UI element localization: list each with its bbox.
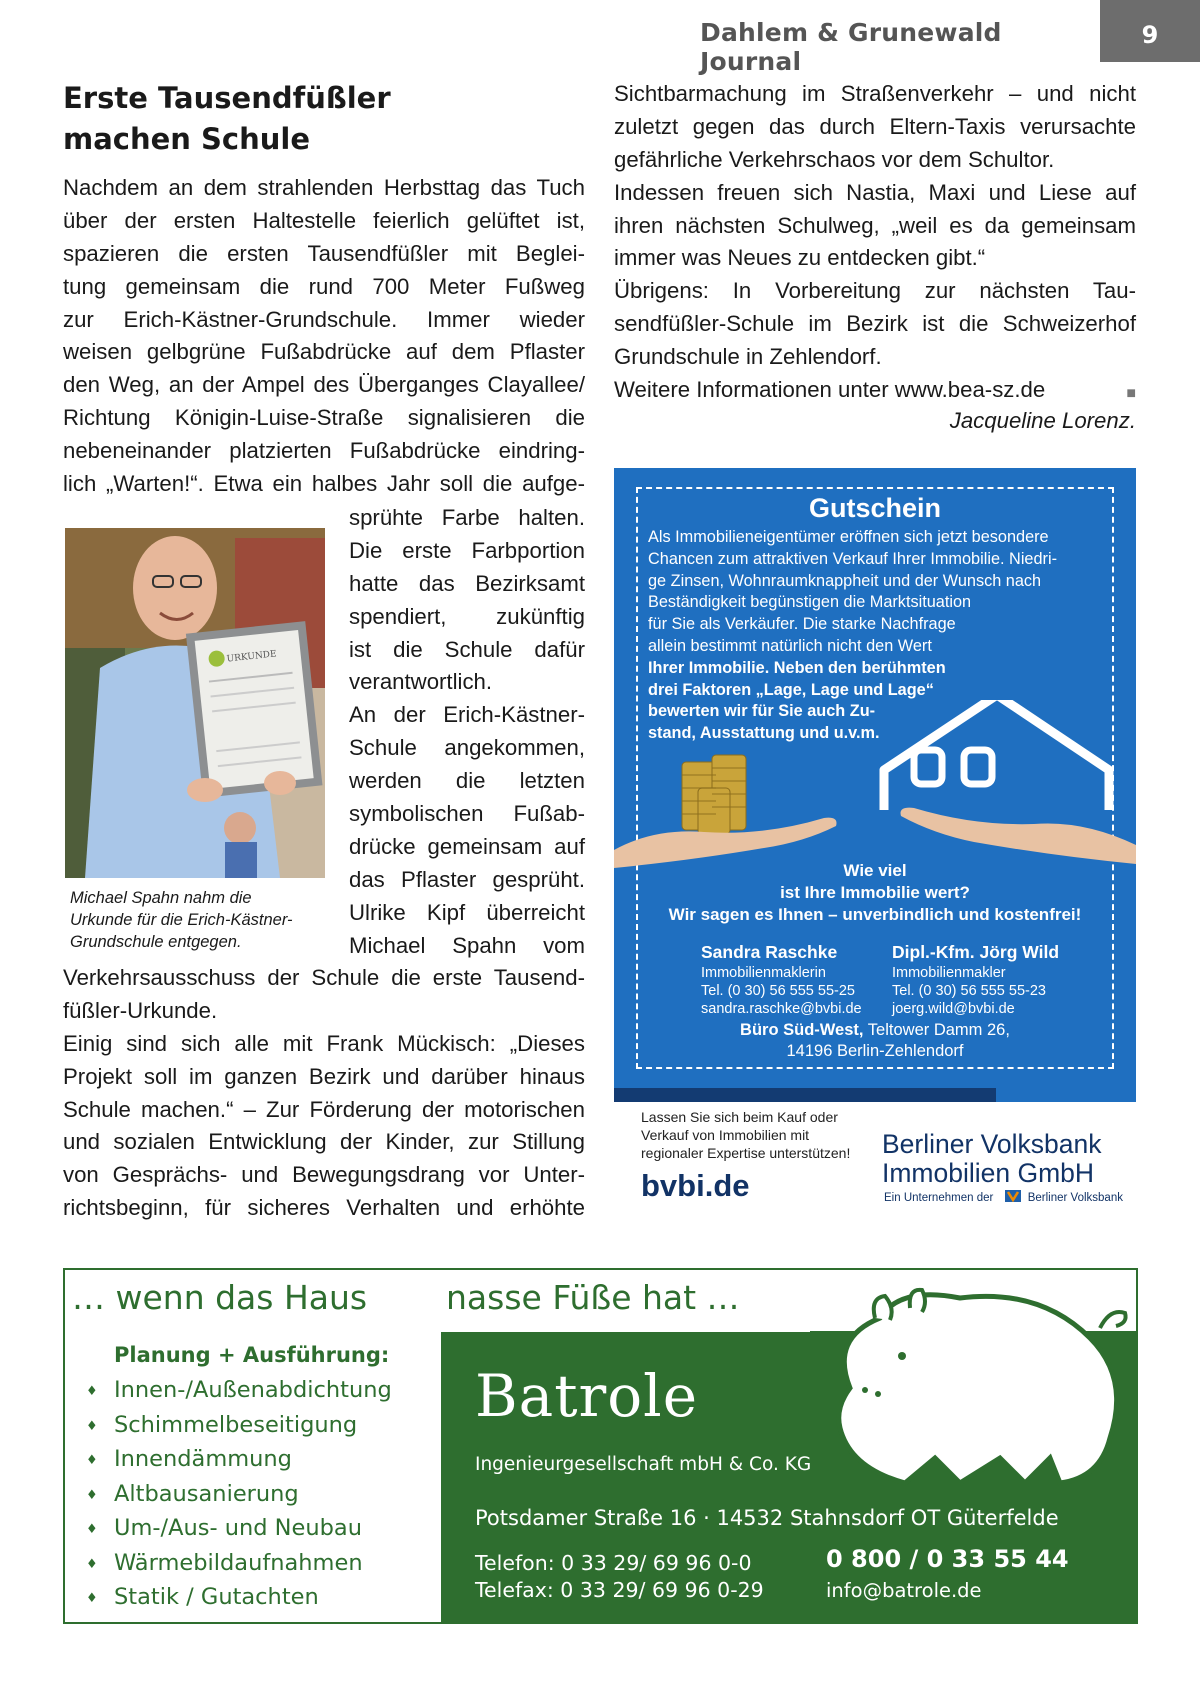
text-line: füßler-Urkunde. [63, 997, 218, 1023]
batrole-hotline: 0 800 / 0 33 55 44 [826, 1545, 1069, 1573]
voucher-line: bewerten wir für Sie auch Zu- [648, 702, 876, 721]
text-line: hatte das Bezirksamt [349, 570, 585, 596]
text-line: nebeneinander platzierten Fußabdrücke eindring- [63, 438, 585, 464]
batrole-brand: Batrole [475, 1362, 699, 1430]
bank-name-line: Berliner Volksbank [882, 1129, 1102, 1159]
text-line: Michael Spahn vom [349, 932, 585, 958]
voucher-title: Gutschein [808, 493, 942, 523]
text-line: Schule angekommen, [349, 735, 585, 761]
text-line: über der ersten Haltestelle feierlich gelüftet ist, [63, 207, 585, 233]
office-address [614, 1020, 1136, 1062]
text-line: Schule machen.“ – Zur Förderung der motorischen [63, 1096, 585, 1122]
voucher-line: Als Immobilieneigentümer eröffnen sich jetzt besondere [648, 528, 1049, 546]
article-paragraph-2 [349, 502, 585, 962]
agent-role: Immobilienmakler [892, 965, 1006, 981]
footnote-line: Verkauf von Immobilien mit [641, 1127, 810, 1143]
batrole-headline-left: … wenn das Haus [72, 1278, 368, 1317]
info-link[interactable]: Weitere Informationen unter www.bea-sz.de [614, 377, 1046, 403]
bank-subline [884, 1190, 1134, 1204]
photo-caption [70, 887, 310, 953]
bank-sub-text: Ein Unternehmen der [884, 1192, 994, 1204]
page-number: 9 [1100, 0, 1200, 62]
article-paragraph-1 [63, 172, 585, 501]
certificate-label: URKUNDE [226, 649, 278, 665]
text-line: gefährliche Verkehrschaos vor dem Schultor. [614, 146, 1055, 172]
text-line: ihren nächsten Schulweg, „weil es da gemeinsam [614, 212, 1136, 238]
text-line: zur Erich-Kästner-Grundschule. Immer wieder [63, 306, 585, 332]
text-line: lich „Warten!“. Etwa ein halbes Jahr soll die aufge- [63, 471, 585, 497]
ad-footnote [641, 1108, 881, 1162]
text-line: symbolischen Fußab- [349, 801, 585, 827]
question-line: Wie viel [843, 861, 907, 880]
article-title [63, 78, 543, 160]
service-item: ♦ Wärmebildaufnahmen [86, 1547, 436, 1582]
voucher-line: stand, Ausstattung und u.v.m. [648, 724, 880, 743]
caption-line: Urkunde für die Erich-Kästner- [70, 911, 293, 929]
text-line: Projekt soll im ganzen Bezirk und darüber hinaus [63, 1063, 585, 1089]
ad-divider-bar [614, 1088, 996, 1102]
text-line: verantwortlich. [349, 669, 493, 695]
service-item: ♦ Innen-/Außenabdichtung [86, 1374, 436, 1409]
volksbank-logo-icon [1005, 1190, 1021, 1202]
caption-line: Michael Spahn nahm die [70, 889, 252, 907]
text-line: und sozialen Entwicklung der Kinder, zur Stillung [63, 1129, 585, 1155]
end-mark: ■ [1126, 385, 1136, 403]
text-line: sendfüßler-Schule im Bezirk ist die Schweizerhof [614, 311, 1136, 337]
voucher-line: Ihrer Immobilie. Neben den berühmten [648, 658, 946, 677]
service-item: ♦ Schimmelbeseitigung [86, 1409, 436, 1444]
article-photo [65, 528, 325, 878]
batrole-company-type: Ingenieurgesellschaft mbH & Co. KG [475, 1454, 812, 1475]
text-line: den Weg, an der Ampel des Überganges Clayallee/ [63, 372, 585, 398]
text-line: Nachdem an dem strahlenden Herbsttag das Tuch [63, 175, 585, 200]
photo-illustration [65, 528, 325, 878]
text-line: immer was Neues zu entdecken gibt.“ [614, 245, 986, 271]
text-line: Ulrike Kipf überreicht [349, 899, 585, 925]
title-line: machen Schule [63, 122, 311, 156]
agent-email[interactable]: joerg.wild@bvbi.de [892, 1001, 1015, 1017]
text-line: Grundschule in Zehlendorf. [614, 344, 882, 370]
article-right-column [614, 78, 1136, 407]
services-list [86, 1374, 436, 1616]
text-line: spendiert, zukünftig [349, 603, 585, 629]
text-line: Indessen freuen sich Nastia, Maxi und Liese auf [614, 179, 1136, 205]
text-line: drücke gemeinsam auf [349, 833, 585, 859]
agent-contact [701, 940, 901, 1018]
voucher-line: allein bestimmt natürlich nicht den Wert [648, 636, 932, 655]
author-signature: Jacqueline Lorenz. [949, 408, 1136, 433]
agent-email[interactable]: sandra.raschke@bvbi.de [701, 1001, 862, 1017]
text-line [614, 374, 1136, 407]
text-line: von Gesprächs- und Bewegungsdrang vor Unter- [63, 1162, 585, 1188]
house-hands-illustration [614, 700, 1136, 870]
service-item: ♦ Innendämmung [86, 1443, 436, 1478]
text-line: ist die Schule dafür [349, 636, 585, 662]
text-line: weisen gelbgrüne Fußabdrücke auf dem Pflaster [63, 339, 585, 365]
text-line: werden die letzten [349, 768, 585, 794]
question-line: ist Ihre Immobilie wert? [780, 883, 970, 902]
agent-contact [892, 940, 1112, 1018]
text-line: richtsbeginn, für sicheres Verhalten und erhöhte [63, 1195, 585, 1221]
bank-sub-text: Berliner Volksbank [1027, 1192, 1123, 1204]
text-line: Einig sind sich alle mit Frank Mückisch: „Dieses [63, 1030, 585, 1056]
voucher-line: Chancen zum attraktiven Verkauf Ihrer Immobilie. Niedri- [648, 549, 1058, 568]
service-item: ♦ Statik / Gutachten [86, 1581, 436, 1616]
question-line: Wir sagen es Ihnen – unverbindlich und kostenfrei! [668, 905, 1082, 924]
caption-line: Grundschule entgegen. [70, 933, 242, 951]
hippo-mascot-icon [810, 1268, 1136, 1498]
agent-name: Dipl.-Kfm. Jörg Wild [892, 942, 1060, 962]
agent-role: Immobilienmaklerin [701, 965, 826, 981]
service-item: ♦ Altbausanierung [86, 1478, 436, 1513]
batrole-phone: Telefon: 0 33 29/ 69 96 0-0 [475, 1551, 752, 1575]
text-line: spazieren die ersten Tausendfüßler mit Beglei- [63, 240, 585, 266]
batrole-address: Potsdamer Straße 16 · 14532 Stahnsdorf OT Güterfelde [475, 1506, 1059, 1530]
office-city: 14196 Berlin-Zehlendorf [786, 1042, 964, 1060]
batrole-phone-block [475, 1550, 764, 1604]
agent-name: Sandra Raschke [701, 942, 838, 962]
text-line: Sichtbarmachung im Straßenverkehr – und nicht [614, 81, 1136, 106]
text-line: zuletzt gegen das durch Eltern-Taxis verursachte [614, 113, 1136, 139]
text-line: An der Erich-Kästner- [349, 702, 585, 728]
text-line: Richtung Königin-Luise-Straße signalisieren die [63, 405, 585, 431]
batrole-fax: Telefax: 0 33 29/ 69 96 0-29 [475, 1578, 764, 1602]
voucher-line: für Sie als Verkäufer. Die starke Nachfrage [648, 615, 956, 634]
journal-title: Dahlem & Grunewald Journal [700, 18, 1002, 76]
office-street: Teltower Damm 26, [867, 1021, 1010, 1039]
text-line: tung gemeinsam die rund 700 Meter Fußweg [63, 273, 585, 299]
voucher-line: ge Zinsen, Wohnraumknappheit und der Wunsch nach [648, 571, 1042, 590]
text-line: Verkehrsausschuss der Schule die erste Tausend- [63, 965, 585, 990]
services-title: Planung + Ausführung: [114, 1343, 390, 1367]
voucher-line: Beständigkeit begünstigen die Marktsituation [648, 593, 972, 612]
text-line: das Pflaster gesprüht. [349, 866, 585, 892]
text-line: sprühte Farbe halten. [349, 505, 585, 530]
ad-website-link[interactable]: bvbi.de [641, 1168, 750, 1203]
footnote-line: regionaler Expertise unterstützen! [641, 1145, 851, 1161]
footnote-line: Lassen Sie sich beim Kauf oder [641, 1109, 838, 1125]
office-label: Büro Süd-West, [740, 1021, 864, 1039]
article-paragraph-3 [63, 962, 585, 1225]
agent-phone: Tel. (0 30) 56 555 55-25 [701, 983, 855, 999]
agent-phone: Tel. (0 30) 56 555 55-23 [892, 983, 1046, 999]
text-line: Die erste Farbportion [349, 537, 585, 563]
service-item: ♦ Um-/Aus- und Neubau [86, 1512, 436, 1547]
title-line: Erste Tausendfüßler [63, 81, 391, 115]
text-line: Übrigens: In Vorbereitung zur nächsten Tau- [614, 278, 1136, 304]
voucher-line: drei Faktoren „Lage, Lage und Lage“ [648, 680, 934, 699]
ad-divider-bar [996, 1088, 1136, 1102]
bank-logo-text [882, 1130, 1122, 1188]
valuation-question [614, 860, 1136, 926]
batrole-email[interactable]: info@batrole.de [826, 1579, 982, 1602]
batrole-headline-right: nasse Füße hat … [446, 1278, 740, 1317]
bank-name-line: Immobilien GmbH [882, 1158, 1095, 1188]
